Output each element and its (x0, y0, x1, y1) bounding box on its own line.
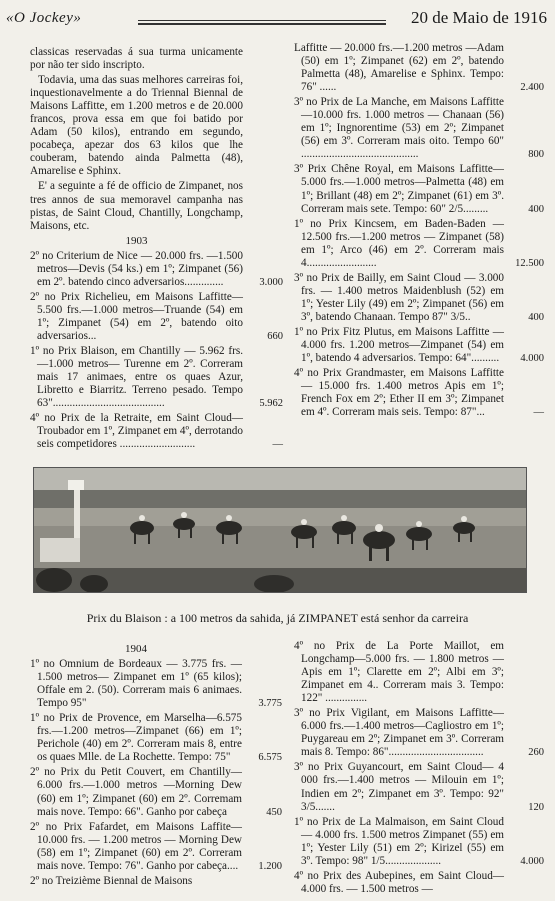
header-rule (138, 20, 386, 21)
race-text: 3º no Prix de Bailly, em Saint Cloud — 3.000 frs. — 1.400 metros Maidenblush (52) em 1º; Yester Lily (49) em 2º; Zimpanet (56) em 3º, batendo Chanaan. Tempo 87" 3/5.. (294, 271, 504, 323)
race-entry (294, 96, 544, 161)
race-text: 2º no Criterium de Nice — 20.000 frs. —1.500 metros—Devis (54 ks.) em 1º; Zimpanet (56) em 2º. batendo cinco adversarios.............. (30, 249, 243, 288)
header-rule (138, 23, 386, 25)
race-text: 3º Prix Chêne Royal, em Maisons Laffitte—5.000 frs.—1.000 metros—Palmetta (48) em 1º; Brillant (48) em 2º; Zimpanet (61) em 3º. Correram mais sete. Tempo: 60" 2/5......... (294, 163, 504, 215)
race-text: 1º no Prix de La Malmaison, em Saint Cloud— 4.000 frs. 1.500 metros Zimpanet (55) em 1º; Yester Lily (51) em 2º; Kirizel (55) em 3º. Tempo: 98" 1/5.................... (294, 815, 504, 867)
race-text: 4º no Prix de La Porte Maillot, em Longchamp—5.000 frs. — 1.800 metros —Apis em 1º; Clarette em 2º; Albi em 3º; Zimpanet em 4.. Correram mais 3. Tempo: 122" ............... (294, 640, 504, 705)
race-text: 4º no Prix des Aubepines, em Saint Cloud—4.000 frs. — 1.500 metros — (294, 869, 504, 895)
prize-amount: — (533, 407, 544, 419)
race-text: 4º no Prix Grandmaster, em Maisons Laffitte — 15.000 frs. 1.400 metros Apis em 1º; French Fox em 2º; Ether II em 3º; Zimpanet em 4º. Correram mais seis. Tempo: 87"... (294, 367, 504, 419)
year-heading: 1904 (125, 643, 147, 655)
race-entry (294, 640, 504, 705)
race-text: Laffitte — 20.000 frs.—1.200 metros —Adam (50) em 1º; Zimpanet (62) em 2º, batendo Palmetta (48), Amarelise e Sphinx. Tempo: 76" ...... (294, 42, 504, 94)
race-text: 2º no Prix Fafardet, em Maisons Laffite—10.000 frs. — 1.200 metros — Morning Dew (58) em 1º; Zimpanet (60) em 2º. Correram mais nove. Tempo: 76". Ganho por cabeça.... (30, 820, 242, 872)
race-entry (294, 815, 544, 868)
race-text: 1º no Prix de Provence, em Marselha—6.575 frs.—1.200 metros—Zimpanet (66) em 1º; Perichole (40) em 2º. Correram mais 8, entre os quaes Mlle. de La Rochette. Tempo: 75" (30, 712, 242, 764)
page-header (6, 6, 547, 32)
paragraph: Todavia, uma das suas melhores carreiras foi, inquestionavelmente a do Triennal Biennal de Maisons Laffitte, em 1.200 metros e de 20.000 francos, prova essa em que foi batido por Adam (50 kilos), entrando em segundo, pocabeça, apezar dos 63 kilos que lhe couberam, batendo ainda Palmetta (48), Amarelise e Sphinx. (30, 74, 243, 178)
race-entry (294, 870, 504, 896)
race-entry (30, 412, 283, 451)
prize-amount: 3.775 (258, 698, 282, 710)
race-text: 3º no Prix Vigilant, em Maisons Laffitte—6.000 frs.—1.400 metros—Cagliostro em 1º; Puygareau em 2º; Zimpanet em 3º. Correram mais 8. Tempo: 86".................................. (294, 707, 504, 759)
column-left-top (30, 46, 283, 453)
race-entry (30, 712, 282, 764)
prize-amount: 660 (267, 330, 283, 342)
race-entry (30, 345, 283, 410)
race-entry (30, 249, 283, 289)
race-text: 2º no Prix Richelieu, em Maisons Laffitte—5.500 frs.—1.000 metros—Truande (54) em 1º; Zimpanet (54) em 2º, batendo oito adversarios... (30, 290, 243, 342)
paragraph: E' a seguinte a fé de officio de Zimpanet, nos tres annos de sua memoravel campanha nas pistas, de Saint Cloud, Chantilly, Longchamp, Maisons, etc. (30, 180, 243, 232)
column-right-top (294, 42, 544, 421)
prize-amount: 800 (528, 149, 544, 161)
prize-amount: — (272, 439, 283, 451)
race-text: 1º no Omnium de Bordeaux — 3.775 frs. —1.500 metros— Zimpanet em 1º (65 kilos); Offale em 2. (50). Correram mais 6 animaes. Tempo 95" (30, 658, 242, 710)
prize-amount: 5.962 (259, 398, 283, 410)
race-entry (30, 290, 283, 343)
race-entry (30, 766, 282, 818)
prize-amount: 4.000 (520, 353, 544, 365)
prize-amount: 450 (266, 806, 282, 818)
race-text: 1º no Prix Fitz Plutus, em Maisons Laffitte — 4.000 frs. 1.200 metros—Zimpanet (54) em 1º, batendo 4 adversarios. Tempo: 64".......... (294, 325, 504, 365)
paragraph: classicas reservadas á sua turma unicamente por não ter sido inscripto. (30, 46, 243, 72)
publication-title: «O Jockey» (6, 10, 82, 26)
column-left-bottom (30, 643, 282, 890)
race-entry (294, 42, 544, 94)
prize-amount: 260 (528, 747, 544, 759)
race-scene-illustration (34, 468, 526, 592)
prize-amount: 3.000 (259, 276, 283, 288)
race-text: 1º no Prix Blaison, em Chantilly — 5.962 frs.—1.000 metros— Turenne em 2º. Correram mais 17 animaes, entre os quaes Azur, Libretto e Biarritz. Terreno pesado. Tempo 63"........................................ (30, 345, 243, 410)
race-text: 2º no Prix du Petit Couvert, em Chantilly—6.000 frs.—1.000 metros —Morning Dew (60) em 1º; Zimpanet (60) em 2º. Corremam mais nove. Tempo: 66". Ganho por cabeça (30, 766, 242, 818)
race-photograph (33, 467, 527, 593)
race-entry (294, 367, 544, 419)
race-entry (30, 875, 242, 888)
prize-amount: 12.500 (515, 257, 544, 269)
prize-amount: 2.400 (520, 82, 544, 94)
race-entry (294, 217, 544, 270)
prize-amount: 1.200 (258, 860, 282, 872)
race-text: 3º no Prix de La Manche, em Maisons Laffitte—10.000 frs. 1.000 metros — Chanaan (56) em 1º; Ingnorentime (53) em 2º; Zimpanet (56) em 3º. Correram mais oito. Tempo 60" .......................................... (294, 96, 504, 161)
prize-amount: 400 (528, 311, 544, 323)
race-entry (294, 271, 544, 324)
race-text: 2º no Treizième Biennal de Maisons (30, 874, 193, 887)
prize-amount: 4.000 (520, 855, 544, 867)
race-entry (30, 658, 282, 710)
race-entry (294, 163, 544, 215)
race-entry (294, 761, 544, 813)
issue-date: 20 de Maio de 1916 (411, 8, 547, 27)
photo-caption: Prix du Blaison : a 100 metros da sahida, já ZIMPANET está senhor da carreira (86, 611, 469, 625)
race-text: 4º no Prix de la Retraite, em Saint Cloud—Troubador em 1º, Zimpanet em 4º, derrotando seis competidores ........................... (30, 412, 243, 451)
race-entry (294, 325, 544, 365)
race-entry (294, 707, 544, 759)
year-heading: 1903 (125, 234, 148, 247)
column-right-bottom (294, 640, 544, 898)
prize-amount: 400 (528, 203, 544, 215)
prize-amount: 120 (528, 801, 544, 813)
race-entry (30, 820, 282, 873)
prize-amount: 6.575 (258, 752, 282, 764)
race-text: 3º no Prix Guyancourt, em Saint Cloud— 4 000 frs.—1.400 metros — Milouin em 1º; Indien em 2º; Zimpanet em 3º. Tempo: 92" 3/5....... (294, 761, 504, 813)
race-text: 1º no Prix Kincsem, em Baden-Baden —12.500 frs.—1.200 metros — Zimpanet (58) em 1º; Arco (46) em 2º. Correram mais 4......................... (294, 217, 504, 269)
